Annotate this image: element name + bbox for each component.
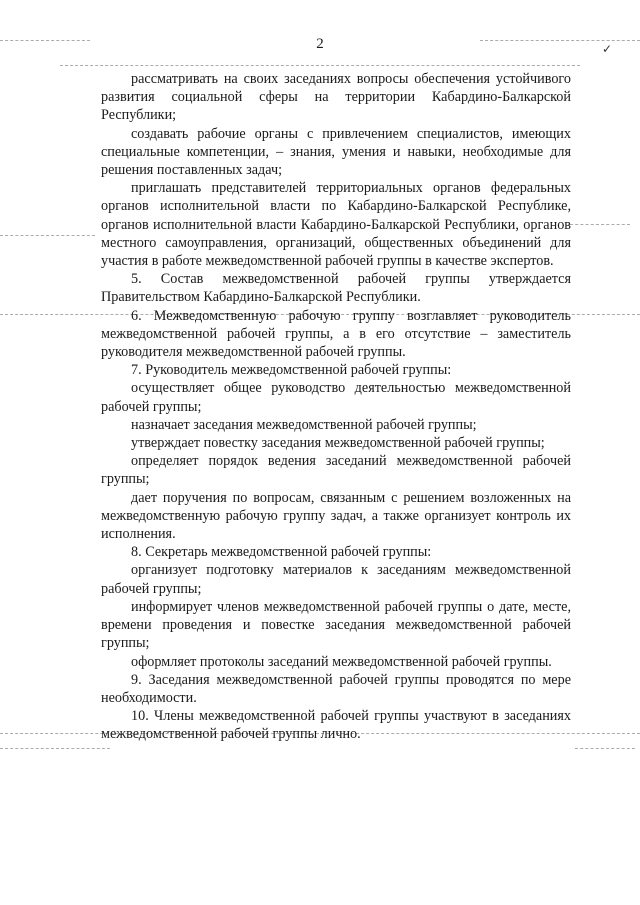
paragraph: 10. Члены межведомственной рабочей группы участвуют в заседаниях межведомственной рабочей группы лично. <box>101 708 571 743</box>
paragraph: назначает заседания межведомственной рабочей группы; <box>131 416 477 433</box>
paragraph: оформляет протоколы заседаний межведомственной рабочей группы. <box>131 653 552 670</box>
paragraph: определяет порядок ведения заседаний межведомственной рабочей группы; <box>101 453 571 488</box>
scan-artifact-line <box>0 235 95 237</box>
paragraph: приглашать представителей территориальных органов федеральных органов исполнительной власти по Кабардино-Балкарской Республике, органов исполнительной власти Кабардино-Балкарской Республики, органов местного самоуправления, организаций, общественных объединений для участия в работе межведомственной рабочей группы в качестве экспертов. <box>101 180 571 270</box>
paragraph: дает поручения по вопросам, связанным с решением возложенных на межведомственную рабочую группу задач, а также организует контроль их исполнения. <box>101 489 571 543</box>
paragraph: 5. Состав межведомственной рабочей группы утверждается Правительством Кабардино-Балкарской Республики. <box>101 271 571 306</box>
paragraph: информирует членов межведомственной рабочей группы о дате, месте, времени проведения и повестке заседания межведомственной рабочей группы; <box>101 598 571 652</box>
scan-artifact-line <box>575 748 635 750</box>
paragraph: рассматривать на своих заседаниях вопросы обеспечения устойчивого развития социальной сферы на территории Кабардино-Балкарской Республики; <box>101 71 571 124</box>
page-number: 2 <box>316 36 324 52</box>
paragraph: осуществляет общее руководство деятельностью межведомственной рабочей группы; <box>101 380 571 415</box>
scan-artifact-line <box>60 65 580 67</box>
scan-artifact-line <box>570 224 630 226</box>
paragraph: 6. Межведомственную рабочую группу возглавляет руководитель межведомственной рабочей группы, а в его отсутствие – заместитель руководителя межведомственной рабочей группы. <box>101 307 571 361</box>
paragraph: 7. Руководитель межведомственной рабочей группы: <box>131 362 452 379</box>
paragraph: 8. Секретарь межведомственной рабочей группы: <box>131 544 432 561</box>
document-body <box>101 70 571 744</box>
scan-mark: ✓ <box>602 42 613 56</box>
paragraph: утверждает повестку заседания межведомственной рабочей группы; <box>131 435 545 452</box>
paragraph: организует подготовку материалов к заседаниям межведомственной рабочей группы; <box>101 562 571 597</box>
paragraph: создавать рабочие органы с привлечением специалистов, имеющих специальные компетенции, – знания, умения и навыки, необходимые для решения поставленных задач; <box>101 125 571 179</box>
scan-artifact-line <box>0 748 110 750</box>
paragraph: 9. Заседания межведомственной рабочей группы проводятся по мере необходимости. <box>101 671 571 706</box>
